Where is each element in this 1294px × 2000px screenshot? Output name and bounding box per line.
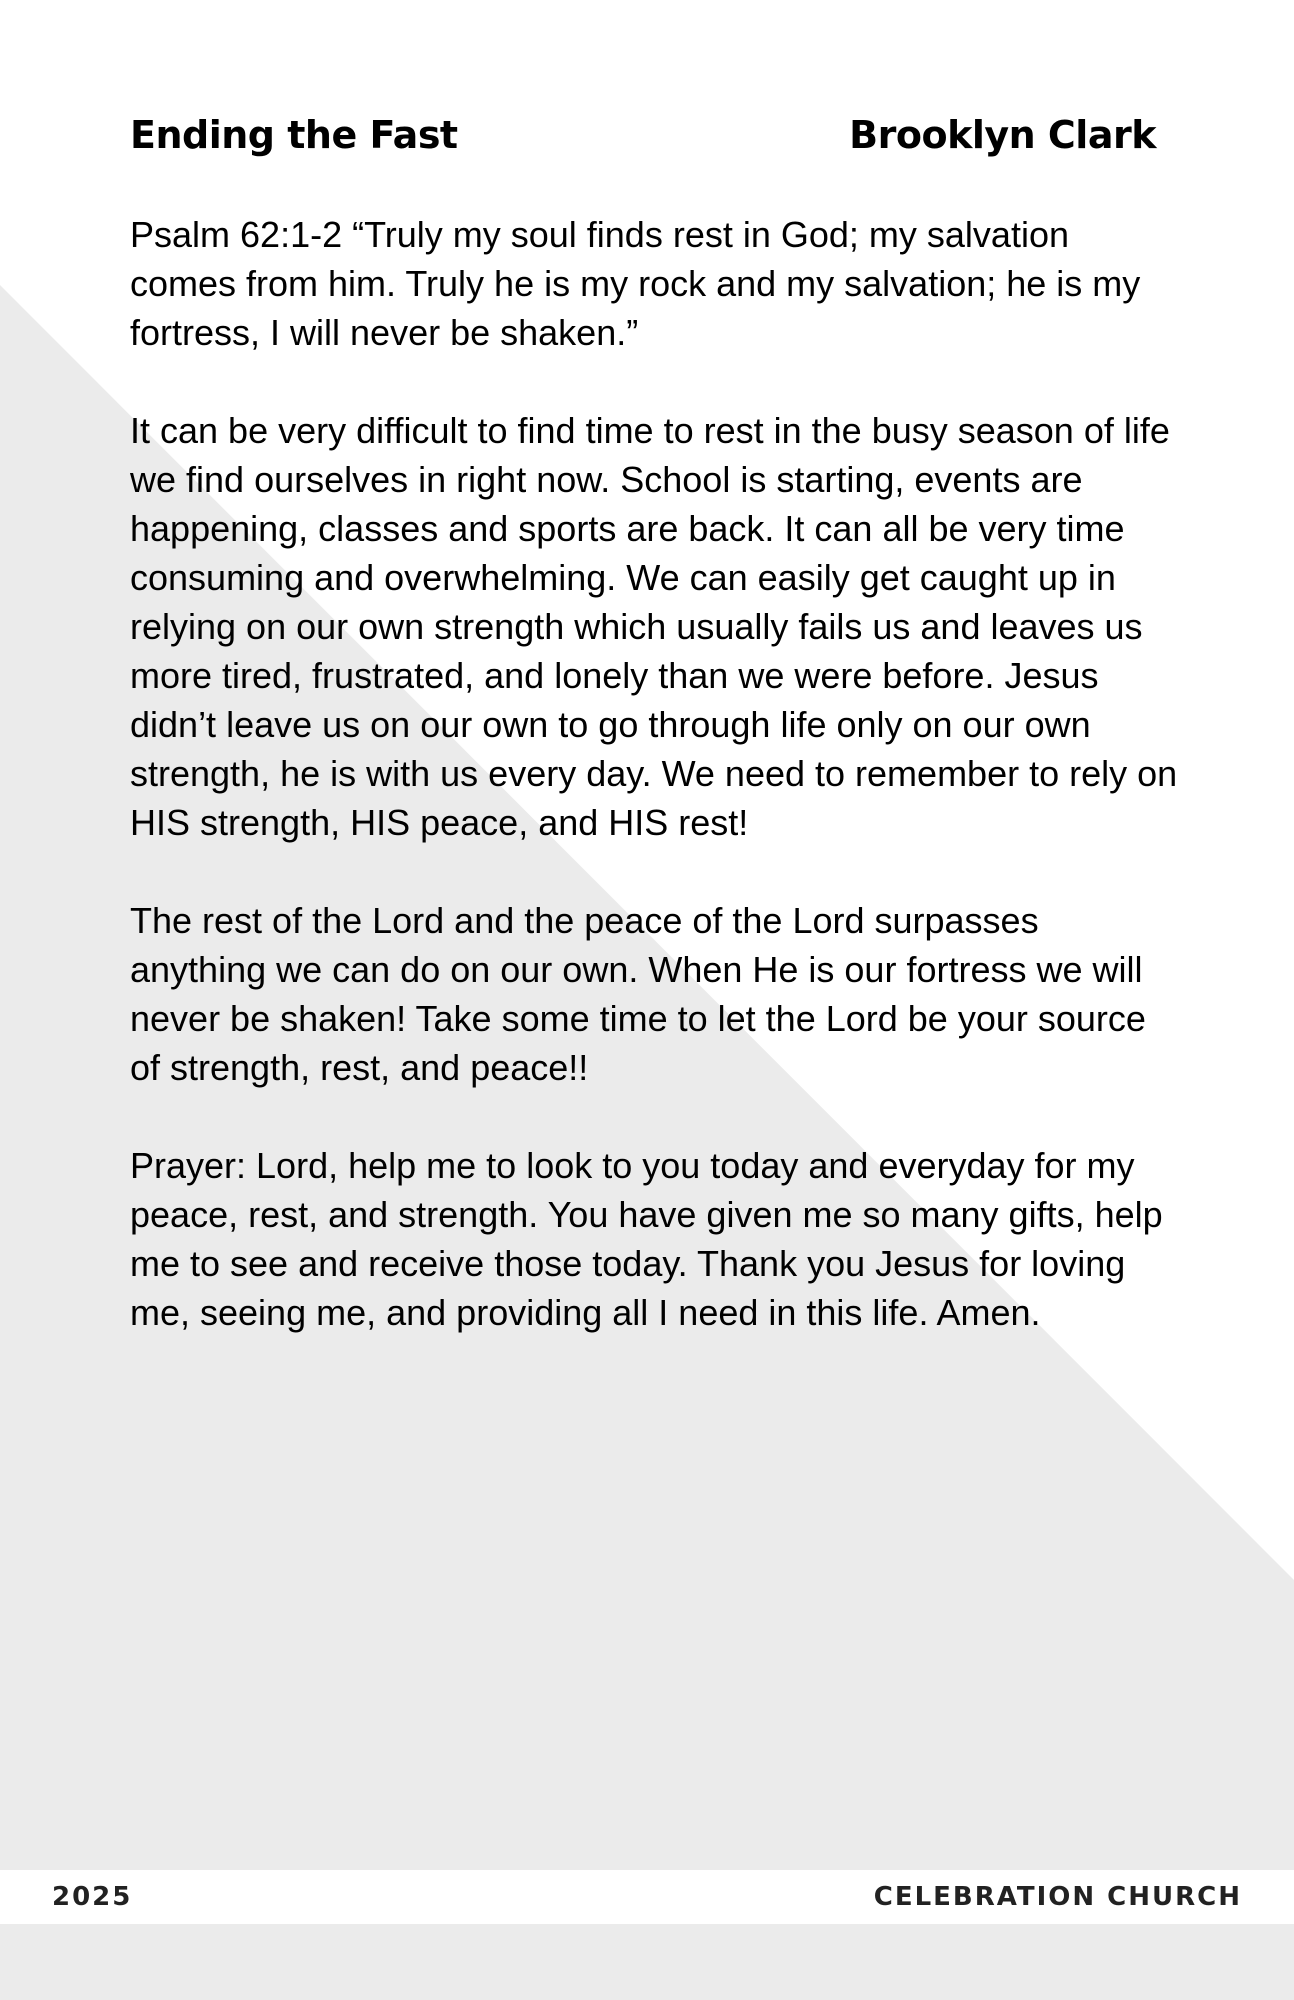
page-header <box>130 108 1156 162</box>
devotional-body <box>130 210 1180 1386</box>
body-paragraph: The rest of the Lord and the peace of the Lord surpasses anything we can do on our own. When He is our fortress we will never be shaken! Take some time to let the Lord be your source of strength, rest, and peace!! <box>130 900 1146 1088</box>
scripture-paragraph: Psalm 62:1-2 “Truly my soul finds rest in God; my salvation comes from him. Truly he is my rock and my salvation; he is my fortress, I will never be shaken.” <box>130 214 1141 353</box>
body-paragraph: It can be very difficult to find time to rest in the busy season of life we find ourselves in right now. School is starting, events are happening, classes and sports are back. It can all be very time consuming and overwhelming. We can easily get caught up in relying on our own strength which usually fails us and leaves us more tired, frustrated, and lonely than we were before. Jesus didn’t leave us on our own to go through life only on our own strength, he is with us every day. We need to remember to rely on HIS strength, HIS peace, and HIS rest! <box>130 410 1178 843</box>
devotional-title: Ending the Fast <box>130 113 458 157</box>
footer-year: 2025 <box>52 1882 133 1912</box>
prayer-paragraph: Prayer: Lord, help me to look to you today and everyday for my peace, rest, and strength. You have given me so many gifts, help me to see and receive those today. Thank you Jesus for loving me, seeing me, and providing all I need in this life. Amen. <box>130 1145 1163 1333</box>
footer-organization: CELEBRATION CHURCH <box>873 1882 1242 1912</box>
author-name: Brooklyn Clark <box>849 113 1156 157</box>
page-footer <box>0 1870 1294 1924</box>
